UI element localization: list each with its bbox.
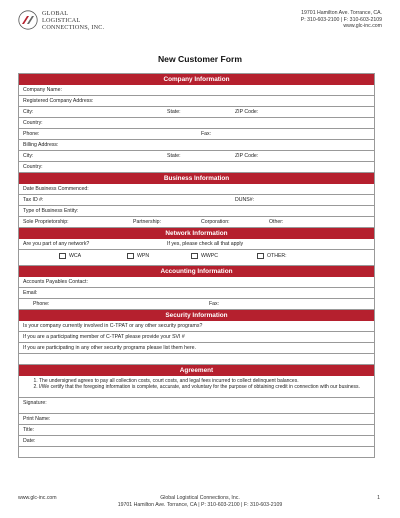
company-logo-icon (18, 10, 38, 30)
security-blank-row[interactable] (18, 354, 375, 365)
other-security-programs-field[interactable]: If you are participating in any other security programs please list them here. (18, 343, 375, 354)
duns-field[interactable]: DUNS#: (235, 197, 255, 203)
svi-number-field[interactable]: If you are a participating member of C-TPAT please provide your SVI # (18, 332, 375, 343)
fax-field[interactable]: Fax: (201, 131, 212, 137)
section-agreement: Agreement (18, 365, 375, 376)
accounts-payables-contact-field[interactable]: Accounts Payables Contact: (18, 277, 375, 288)
zip-field[interactable]: ZIP Code: (235, 109, 259, 115)
agreement-item: 2. I/We certify that the foregoing information is complete, accurate, and voluntary for the purpose of obtaining credit in connection with our business. (39, 384, 361, 390)
date-field[interactable]: Date: (18, 436, 375, 447)
signature-field[interactable]: Signature: (18, 398, 375, 414)
corporation-field[interactable]: Corporation: (201, 219, 230, 225)
section-security-information: Security Information (18, 310, 375, 321)
title-field[interactable]: Title: (18, 425, 375, 436)
network-options-row: WCA WPN WWPC OTHER: (18, 250, 375, 266)
section-business-information: Business Information (18, 173, 375, 184)
entity-options-row (18, 217, 375, 228)
wca-checkbox[interactable] (59, 253, 66, 259)
agreement-blank-row[interactable] (18, 447, 375, 458)
business-entity-type-label: Type of Business Entity: (18, 206, 375, 217)
date-business-commenced-field[interactable]: Date Business Commenced: (18, 184, 375, 195)
other-entity-field[interactable]: Other: (269, 219, 284, 225)
partnership-field[interactable]: Partnership: (133, 219, 161, 225)
wwpc-checkbox[interactable] (191, 253, 198, 259)
agreement-list (31, 378, 361, 390)
agreement-terms (18, 376, 375, 398)
network-question-row (18, 239, 375, 250)
letterhead (18, 10, 382, 34)
company-name-field[interactable]: Company Name: (18, 85, 375, 96)
billing-state-field[interactable]: State: (167, 153, 181, 159)
city-field[interactable]: City: (23, 109, 34, 115)
section-company-information: Company Information (18, 74, 375, 85)
country-field[interactable]: Country: (18, 118, 375, 129)
customer-form (18, 73, 375, 458)
tax-id-field[interactable]: Tax ID #: (23, 197, 44, 203)
other-network-checkbox[interactable] (257, 253, 264, 259)
agreement-item: 1. The undersigned agrees to pay all collection costs, court costs, and legal fees incurred to collect delinquent balances. (39, 378, 361, 384)
billing-city-state-zip-row (18, 151, 375, 162)
page-number: 1 (377, 495, 380, 501)
billing-address-field[interactable]: Billing Address: (18, 140, 375, 151)
accounting-fax-field[interactable]: Fax: (209, 301, 220, 307)
tax-duns-row (18, 195, 375, 206)
accounting-phone-field[interactable]: Phone: (33, 301, 50, 307)
network-check-all: If yes, please check all that apply (167, 241, 244, 247)
company-name-logo: GLOBAL LOGISTICAL CONNECTIONS, INC. (42, 10, 105, 31)
billing-city-field[interactable]: City: (23, 153, 34, 159)
header-address: 19701 Hamilton Ave. Torrance, CA. P: 310-603-2100 | F: 310-603-2109 www.glc-inc.com (300, 10, 382, 30)
phone-field[interactable]: Phone: (23, 131, 40, 137)
state-field[interactable]: State: (167, 109, 181, 115)
billing-country-field[interactable]: Country: (18, 162, 375, 173)
network-question: Are you part of any network? (23, 241, 90, 247)
billing-zip-field[interactable]: ZIP Code: (235, 153, 259, 159)
page-title: New Customer Form (157, 54, 243, 64)
ctpat-question-field[interactable]: Is your company currently involved in C-TPAT or any other security programs? (18, 321, 375, 332)
accounting-email-field[interactable]: Email: (18, 288, 375, 299)
company-city-state-zip-row (18, 107, 375, 118)
accounting-phone-fax-row (18, 299, 375, 310)
sole-proprietorship-field[interactable]: Sole Proprietorship: (23, 219, 69, 225)
section-network-information: Network Information (18, 228, 375, 239)
footer-company-info: Global Logistical Connections, Inc. 19701 Hamilton Ave. Torrance, CA | P: 310-603-2100 | F: 310-603-2109 (117, 495, 283, 508)
registered-address-field[interactable]: Registered Company Address: (18, 96, 375, 107)
phone-fax-row (18, 129, 375, 140)
wpn-checkbox[interactable] (127, 253, 134, 259)
print-name-field[interactable]: Print Name: (18, 414, 375, 425)
footer-website: www.glc-inc.com (18, 495, 57, 501)
section-accounting-information: Accounting Information (18, 266, 375, 277)
